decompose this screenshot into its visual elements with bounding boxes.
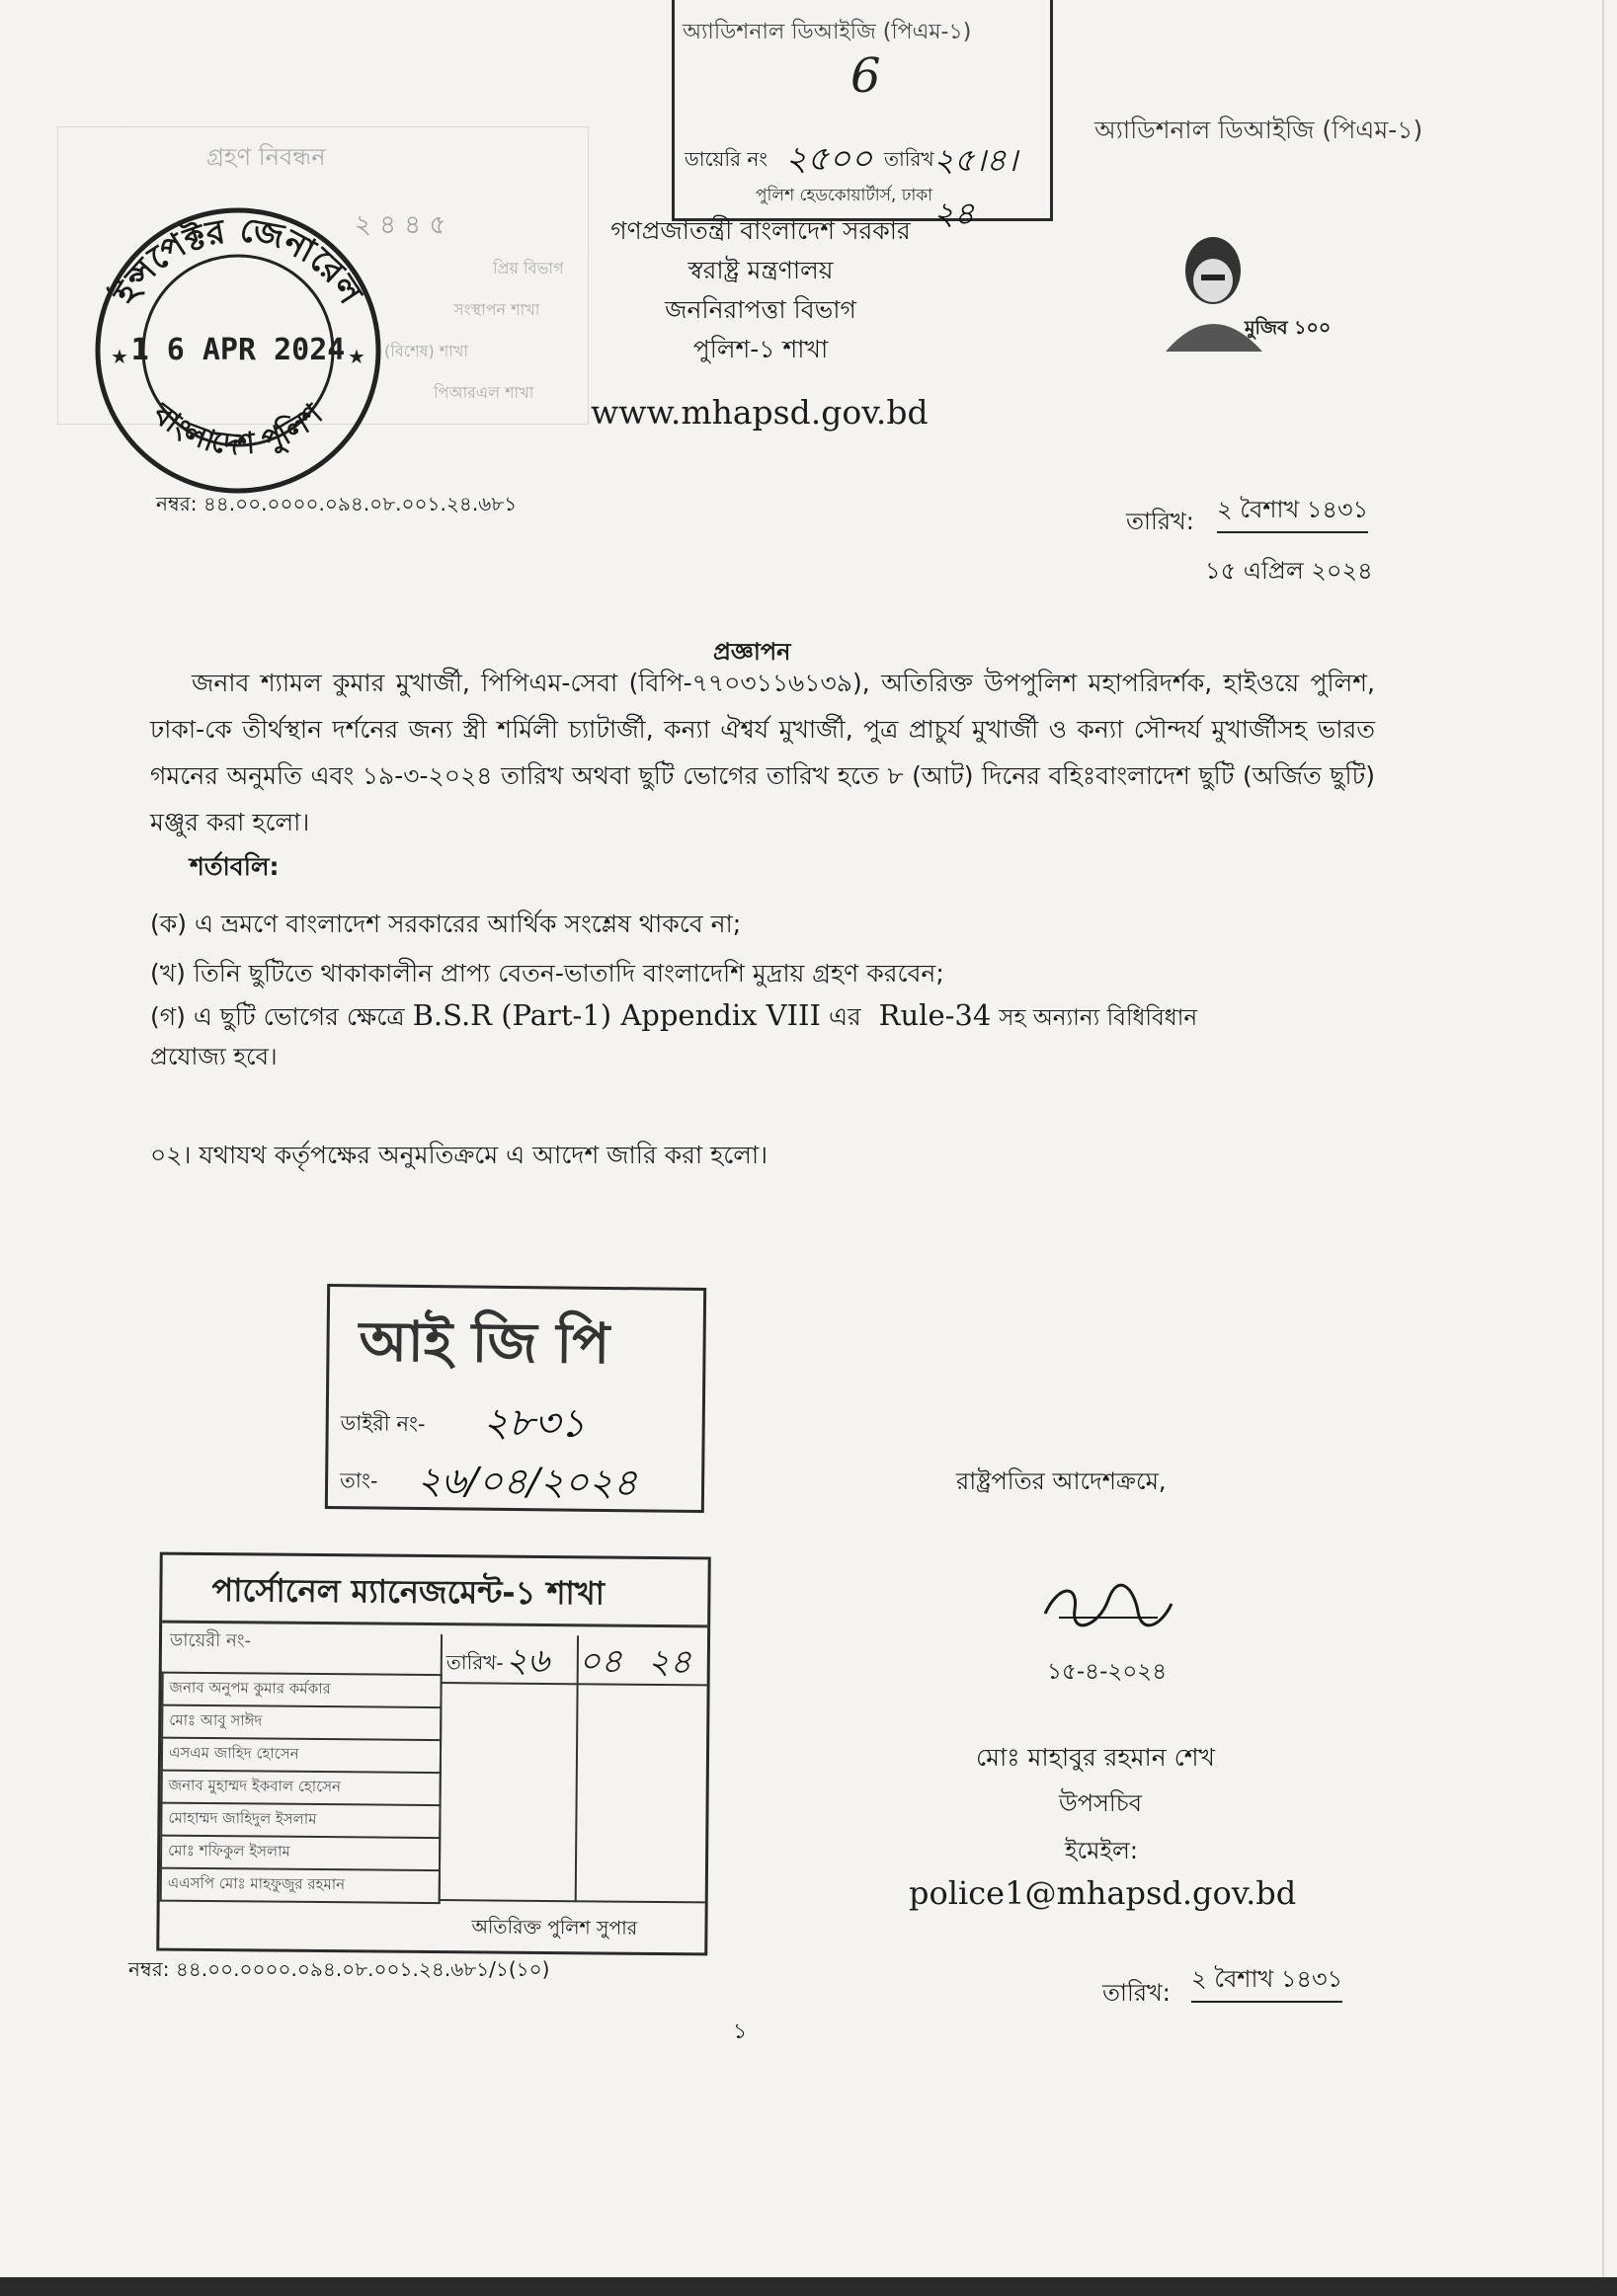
conditions-title: শর্তাবলি: [190,852,280,881]
ghost-stamp-line: গ্রহণ নিবন্ধন [206,143,326,171]
igp-stamp [325,1284,706,1513]
letterhead-line: পুলিশ-১ শাখা [692,335,829,363]
pm-date-day: ২৬ [505,1640,550,1682]
seal-star-icon: ★ [348,345,365,368]
signatory-designation: উপসচিব [1059,1789,1143,1817]
svg-text:বাংলাদেশ পুলিশ [145,396,330,462]
letterhead-line: গণপ্রজাতন্ত্রী বাংলাদেশ সরকার [610,216,911,245]
email-address[interactable]: police1@mhapsd.gov.bd [909,1874,1297,1912]
condition-c-prefix: (গ) এ ছুটি ভোগের ক্ষেত্রে [150,1002,405,1031]
portrait-logo [1136,223,1332,352]
ghost-stamp-line: প্রিয় বিভাগ [493,259,564,277]
diary-stamp-date-label: তারিখ [884,147,934,171]
date-label: তারিখ: [1126,508,1194,535]
pm-name-cell: জনাব মুহাম্মদ ইকবাল হোসেন [162,1771,441,1805]
diary-stamp-top [672,0,1053,232]
seal-star-icon: ★ [111,345,128,368]
table-row [162,1771,441,1805]
table-row [161,1836,440,1870]
signatory-name: মোঃ মাহাবুর রহমান শেখ [976,1743,1215,1772]
round-seal-graphic [91,203,385,498]
igp-diary-no: ২৮৩১ [482,1399,586,1447]
pm-date-cell [441,1636,707,1684]
table-row [161,1868,440,1903]
pm-diary-label: ডায়েরী নং- [169,1629,252,1652]
date-bangla: ২ বৈশাখ ১৪৩১ [1217,492,1368,533]
ghost-stamp-line: (বিশেষ) শাখা [384,342,469,360]
pm-name-cell: জনাব অনুপম কুমার কর্মকার [162,1673,441,1707]
pm-date-label: তারিখ- [445,1650,504,1675]
date-english: ১৫ এপ্রিল ২০২৪ [1205,557,1373,585]
scan-edge-right [1602,0,1604,2296]
pm-stamp-footer: অতিরিক্ত পুলিশ সুপার [471,1916,638,1940]
condition-c-line2: প্রযোজ্য হবে। [150,1043,278,1070]
condition-c-bsr: B.S.R (Part-1) Appendix VIII [412,998,821,1032]
top-right-note: অ্যাডিশনাল ডিআইজি (পিএম-১) [1094,116,1423,144]
table-row [162,1673,441,1707]
diary-stamp-no: ২৫০০ [785,139,873,179]
signature-scribble [1039,1578,1177,1637]
condition-item: (ক) এ ভ্রমণে বাংলাদেশ সরকারের আর্থিক সংশ্লেষ থাকবে না; [150,910,742,938]
scan-bottom-band [0,2277,1617,2296]
diary-stamp-date: ২৫।৪।২৪ [933,141,1018,232]
table-row [162,1705,441,1740]
svg-text:ইন্সপেক্টর জেনারেল [104,210,370,313]
signature-date: ১৫-৪-২০২৪ [1047,1659,1168,1685]
pm-name-cell: মোহাম্মদ জাহিদুল ইসলাম [161,1803,440,1838]
date-label-2: তারিখ: [1102,1979,1171,2007]
condition-item: (খ) তিনি ছুটিতে থাকাকালীন প্রাপ্য বেতন-ভাতাদি বাংলাদেশি মুদ্রায় গ্রহণ করবেন; [150,959,944,988]
pm-date-month: ০৪ [578,1641,623,1682]
pm-stamp-title: পার্সোনেল ম্যানেজমেন্ট-১ শাখা [211,1571,606,1613]
igp-stamp-title: আই জি পি [359,1309,610,1377]
diary-stamp-header: অ্যাডিশনাল ডিআইজি (পিএম-১) [683,20,972,44]
igp-diary-label: ডাইরী নং- [340,1411,426,1437]
ghost-stamp-line: পিআরএল শাখা [434,383,534,402]
date-bangla-2: ২ বৈশাখ ১৪৩১ [1191,1961,1342,2003]
signature [1039,1578,1177,1637]
condition-c-mid: এর [828,1002,861,1031]
page-number: ১ [733,2019,748,2044]
condition-item-c [150,997,1197,1040]
table-row [162,1738,441,1773]
order-line: রাষ্ট্রপতির আদেশক্রমে, [956,1467,1167,1495]
pm-name-cell: মোঃ শফিকুল ইসলাম [161,1836,440,1870]
pm-date-year: ২৪ [647,1641,692,1683]
condition-c-suffix: সহ অন্যান্য বিধিবিধান [999,1005,1198,1031]
main-paragraph: জনাব শ্যামল কুমার মুখার্জী, পিপিএম-সেবা (বিপি-৭৭০৩১১৬১৩৯), অতিরিক্ত উপপুলিশ মহাপরিদর্শক, হাইওয়ে পুলিশ, ঢাকা-কে তীর্থস্থান দর্শনের জন্য স্ত্রী শর্মিলী চ্যাটার্জী, কন্যা ঐশ্বর্য মুখার্জী, পুত্র প্রাচুর্য মুখার্জী ও কন্যা সৌন্দর্য মুখার্জীসহ ভারত গমনের অনুমতি এবং ১৯-৩-২০২৪ তারিখ অথবা ছুটি ভোগের তারিখ হতে ৮ (আট) দিনের বহিঃবাংলাদেশ ছুটি (অর্জিত ছুটি) মঞ্জুর করা হলো। [150,669,1375,836]
igp-date: ২৬/০৪/২০২৪ [416,1458,638,1505]
pm-name-cell: এএসপি মোঃ মাহফুজুর রহমান [161,1868,440,1903]
diary-stamp-no-label: ডায়েরি নং [685,147,768,171]
ghost-stamp-line: ২ ৪ ৪ ৫ [355,210,446,240]
memo-number-2: নম্বর: ৪৪.০০.০০০০.০৯৪.০৮.০০১.২৪.৬৮১/১(১০) [128,1957,550,1981]
letterhead-line: স্বরাষ্ট্র মন্ত্রণালয় [687,256,834,284]
ghost-stamp-line: সংস্থাপন শাখা [453,300,540,319]
round-seal-top-text: ইন্সপেক্টর জেনারেল [105,209,370,311]
pm-name-cell: মোঃ আবু সাঈদ [162,1705,441,1740]
diary-stamp-mark: 6 [850,48,881,104]
letterhead-line: জননিরাপত্তা বিভাগ [665,295,856,324]
pm-stamp [156,1552,711,1956]
diary-stamp-footer: পুলিশ হেডকোয়ার্টার্স, ঢাকা [756,186,933,205]
pm-names-table [160,1672,443,1904]
website: www.mhapsd.gov.bd [591,393,929,432]
email-label: ইমেইল: [1065,1837,1138,1864]
pm-footer-rule [439,1899,705,1903]
memo-number: নম্বর: ৪৪.০০.০০০০.০৯৪.০৮.০০১.২৪.৬৮১ [156,492,518,515]
closing-line: ০২। যথাযথ কর্তৃপক্ষের অনুমতিক্রমে এ আদেশ জারি করা হলো। [150,1141,768,1169]
igp-date-label: তাং- [339,1468,378,1493]
round-seal-date: 1 6 APR 2024 [130,333,346,367]
condition-c-rule: Rule-34 [878,998,992,1032]
table-row [161,1803,440,1838]
notification-title: প্রজ্ঞাপন [713,638,791,666]
letterhead [553,211,968,369]
pm-name-cell: এসএম জাহিদ হোসেন [162,1738,441,1773]
portrait-badge-text: মুজিব ১০০ [1245,317,1332,339]
round-seal-bottom-text: বাংলাদেশ পুলিশ [146,396,330,463]
round-seal [91,203,385,498]
